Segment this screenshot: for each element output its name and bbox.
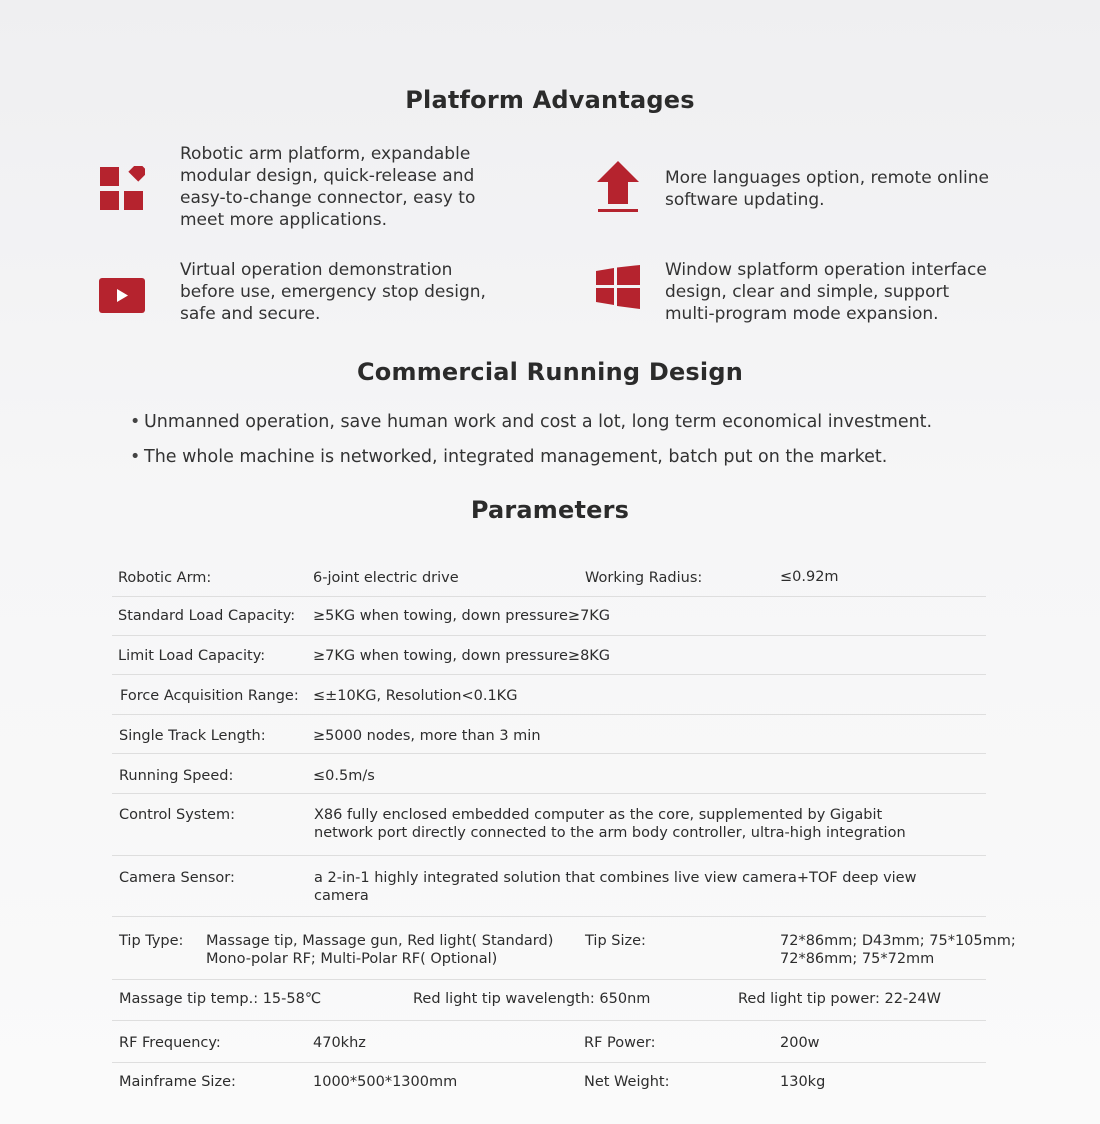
row-divider	[112, 855, 986, 856]
advantage-line: before use, emergency stop design,	[180, 282, 486, 302]
row-divider	[112, 596, 986, 597]
param-label-net-weight: Net Weight:	[584, 1074, 670, 1090]
row-divider	[112, 635, 986, 636]
row-divider	[112, 1020, 986, 1021]
windows-logo-icon	[596, 265, 640, 309]
modules-icon	[99, 166, 145, 212]
row-divider	[112, 793, 986, 794]
param-label-track-length: Single Track Length:	[119, 728, 266, 744]
param-value-camera-sensor-line1: a 2-in-1 highly integrated solution that combines live view camera+TOF deep view	[314, 870, 917, 886]
advantage-line: Robotic arm platform, expandable	[180, 144, 471, 164]
param-value-track-length: ≥5000 nodes, more than 3 min	[313, 728, 541, 744]
advantage-modular-text	[180, 143, 475, 231]
advantage-line: modular design, quick-release and	[180, 166, 475, 186]
row-divider	[112, 714, 986, 715]
advantage-line: Window splatform operation interface	[665, 260, 987, 280]
param-value-mainframe-size: 1000*500*1300mm	[313, 1074, 458, 1090]
advantage-line: safe and secure.	[180, 304, 321, 324]
advantage-virtual-text	[180, 259, 486, 325]
commercial-bullet: • Unmanned operation, save human work and cost a lot, long term economical investment.	[130, 412, 932, 432]
param-label-tip-size: Tip Size:	[585, 933, 646, 949]
video-play-icon	[99, 278, 145, 313]
param-label-force-range: Force Acquisition Range:	[120, 688, 299, 704]
row-divider	[112, 916, 986, 917]
upload-arrow-icon	[596, 160, 640, 214]
param-value-tip-size-line1: 72*86mm; D43mm; 75*105mm;	[780, 933, 1016, 949]
param-label-working-radius: Working Radius:	[585, 570, 703, 586]
platform-advantages-title: Platform Advantages	[405, 86, 695, 114]
param-label-limit-load: Limit Load Capacity:	[118, 648, 266, 664]
advantage-line: multi-program mode expansion.	[665, 304, 939, 324]
param-value-robotic-arm: 6-joint electric drive	[313, 570, 459, 586]
param-red-light-wavelength: Red light tip wavelength: 650nm	[413, 991, 651, 1007]
param-label-camera-sensor: Camera Sensor:	[119, 870, 235, 886]
param-value-tip-type-line1: Massage tip, Massage gun, Red light( Standard)	[206, 933, 554, 949]
param-value-standard-load: ≥5KG when towing, down pressure≥7KG	[313, 608, 611, 624]
advantage-line: design, clear and simple, support	[665, 282, 950, 302]
advantage-line: Virtual operation demonstration	[180, 260, 453, 280]
param-label-robotic-arm: Robotic Arm:	[118, 570, 212, 586]
row-divider	[112, 674, 986, 675]
commercial-design-title: Commercial Running Design	[356, 358, 744, 386]
advantage-languages-text	[665, 167, 989, 211]
advantage-window-text	[665, 259, 987, 325]
param-label-tip-type: Tip Type:	[119, 933, 184, 949]
param-label-running-speed: Running Speed:	[119, 768, 234, 784]
row-divider	[112, 1062, 986, 1063]
param-value-limit-load: ≥7KG when towing, down pressure≥8KG	[313, 648, 611, 664]
param-label-standard-load: Standard Load Capacity:	[118, 608, 296, 624]
param-value-working-radius: ≤0.92m	[780, 569, 839, 585]
row-divider	[112, 979, 986, 980]
param-label-rf-frequency: RF Frequency:	[119, 1035, 221, 1051]
param-value-rf-frequency: 470khz	[313, 1035, 366, 1051]
param-value-tip-type-line2: Mono-polar RF; Multi-Polar RF( Optional)	[206, 951, 498, 967]
param-label-control-system: Control System:	[119, 807, 235, 823]
row-divider	[112, 753, 986, 754]
advantage-line: software updating.	[665, 190, 825, 210]
parameters-title: Parameters	[470, 496, 630, 524]
param-label-mainframe-size: Mainframe Size:	[119, 1074, 236, 1090]
param-value-camera-sensor-line2: camera	[314, 888, 369, 904]
param-red-light-power: Red light tip power: 22-24W	[738, 991, 941, 1007]
param-value-net-weight: 130kg	[780, 1074, 826, 1090]
param-value-tip-size-line2: 72*86mm; 75*72mm	[780, 951, 935, 967]
param-value-control-system-line1: X86 fully enclosed embedded computer as the core, supplemented by Gigabit	[314, 807, 883, 823]
param-value-running-speed: ≤0.5m/s	[313, 768, 375, 784]
commercial-bullet: • The whole machine is networked, integrated management, batch put on the market.	[130, 447, 887, 467]
param-value-rf-power: 200w	[780, 1035, 820, 1051]
param-value-control-system-line2: network port directly connected to the arm body controller, ultra-high integration	[314, 825, 906, 841]
param-label-rf-power: RF Power:	[584, 1035, 656, 1051]
advantage-line: meet more applications.	[180, 210, 388, 230]
advantage-line: easy-to-change connector, easy to	[180, 188, 476, 208]
param-massage-tip-temp: Massage tip temp.: 15-58℃	[119, 991, 322, 1007]
param-value-force-range: ≤±10KG, Resolution<0.1KG	[313, 688, 518, 704]
advantage-line: More languages option, remote online	[665, 168, 989, 188]
